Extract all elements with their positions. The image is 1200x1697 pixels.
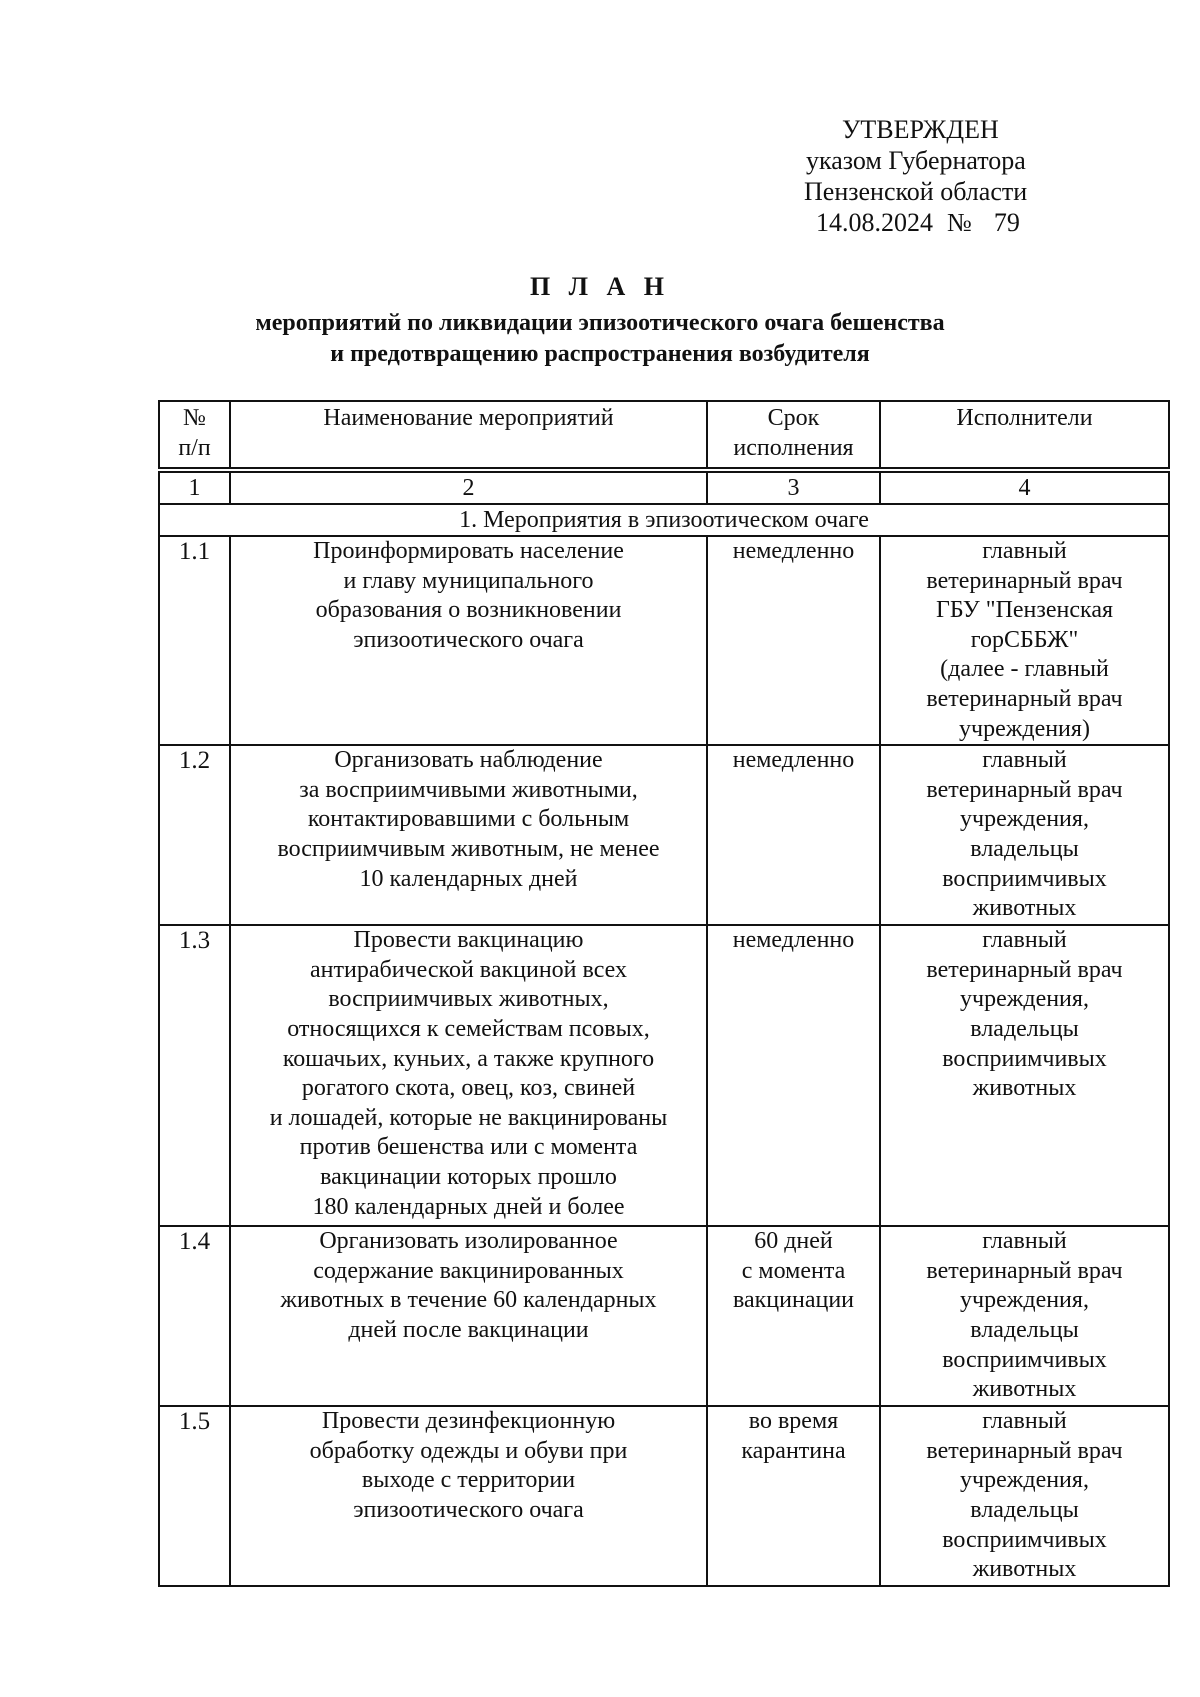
row-activity-line: эпизоотического очага (353, 1496, 584, 1523)
row-deadline (707, 745, 880, 925)
row-executors-line: владельцы (970, 1316, 1079, 1343)
row-executors-line: владельцы (970, 835, 1079, 862)
row-executors-line: учреждения, (960, 1287, 1089, 1314)
header-num (159, 401, 230, 468)
header-name: Наименование мероприятий (230, 401, 707, 468)
row-activity-line: и лошадей, которые не вакцинированы (269, 1104, 668, 1131)
row-number: 1.2 (159, 745, 230, 925)
column-number-1: 1 (159, 472, 230, 504)
row-activity (230, 925, 707, 1226)
row-activity-line: против бешенства или с момента (299, 1134, 638, 1161)
table-row (159, 745, 1169, 925)
row-activity-line: Провести вакцинацию (353, 927, 584, 954)
row-deadline (707, 1226, 880, 1406)
row-activity-line: восприимчивым животным, не менее (277, 835, 660, 862)
row-executors-line: главный (982, 747, 1067, 774)
row-deadline (707, 1406, 880, 1586)
row-activity-line: животных в течение 60 календарных (280, 1287, 657, 1314)
approval-region: Пензенской области (804, 177, 1028, 206)
row-deadline-line: немедленно (732, 538, 855, 564)
table-header-row (159, 401, 1169, 468)
row-deadline-line: с момента (741, 1257, 846, 1284)
row-activity-line: относящихся к семействам псовых, (287, 1015, 650, 1042)
row-activity-line: кошачьих, куньих, а также крупного (282, 1045, 655, 1072)
row-deadline-line: вакцинации (732, 1287, 855, 1314)
column-number-4: 4 (880, 472, 1169, 504)
row-activity-line: 180 календарных дней и более (312, 1193, 625, 1220)
header-num-line-1: № (183, 405, 206, 431)
row-activity-line: контактировавшими с больным (307, 806, 630, 833)
row-activity-line: образования о возникновении (315, 597, 622, 624)
header-term-line-2: исполнения (733, 434, 854, 461)
row-activity-line: Провести дезинфекционную (321, 1408, 616, 1435)
row-deadline (707, 536, 880, 745)
row-executors-line: главный (982, 1228, 1067, 1255)
row-number: 1.3 (159, 925, 230, 1226)
row-executors-line: главный (982, 538, 1067, 564)
row-executors-line: ветеринарный врач (926, 685, 1123, 712)
header-exec: Исполнители (880, 401, 1169, 468)
row-number: 1.4 (159, 1226, 230, 1406)
approval-number: 79 (993, 208, 1020, 237)
column-number-2: 2 (230, 472, 707, 504)
row-executors-line: ветеринарный врач (926, 1257, 1123, 1284)
row-executors-line: животных (972, 1556, 1077, 1583)
approval-title: УТВЕРЖДЕН (842, 115, 999, 144)
row-executors-line: ветеринарный врач (926, 776, 1123, 803)
table-row (159, 1226, 1169, 1406)
row-activity-line: вакцинации которых прошло (320, 1163, 617, 1190)
approval-date-number (770, 207, 1070, 238)
approval-authority: указом Губернатора (806, 146, 1026, 175)
column-numbers-row (159, 472, 1169, 504)
row-executors (880, 536, 1169, 745)
row-executors-line: животных (972, 1376, 1077, 1403)
row-executors-line: ветеринарный врач (926, 567, 1123, 594)
row-deadline-line: карантина (741, 1437, 846, 1464)
row-activity (230, 1226, 707, 1406)
row-executors (880, 1226, 1169, 1406)
row-executors-line: учреждения, (960, 806, 1089, 833)
row-executors-line: ГБУ "Пензенская (935, 597, 1114, 624)
row-executors-line: владельцы (970, 1496, 1079, 1523)
table-row (159, 1406, 1169, 1586)
row-executors-line: животных (972, 1075, 1077, 1102)
table-row (159, 536, 1169, 745)
row-executors-line: ветеринарный врач (926, 956, 1123, 983)
row-executors-line: восприимчивых (942, 1526, 1107, 1553)
row-activity-line: и главу муниципального (343, 567, 594, 594)
row-activity (230, 1406, 707, 1586)
row-executors-line: восприимчивых (942, 1045, 1107, 1072)
row-activity-line: антирабической вакциной всех (310, 956, 627, 983)
row-executors-line: главный (982, 927, 1067, 954)
row-executors-line: восприимчивых (942, 865, 1107, 892)
table-row (159, 925, 1169, 1226)
approval-number-sign: № (947, 208, 972, 237)
row-executors (880, 1406, 1169, 1586)
row-executors-line: животных (972, 895, 1077, 922)
row-activity-line: эпизоотического очага (353, 626, 584, 653)
document-subtitle-line-2: и предотвращению распространения возбудителя (330, 341, 870, 367)
row-activity-line: Проинформировать население (313, 538, 624, 564)
row-deadline (707, 925, 880, 1226)
row-activity-line: за восприимчивыми животными, (299, 776, 638, 803)
row-activity-line: выходе с территории (361, 1467, 576, 1494)
row-executors-line: учреждения, (960, 1467, 1089, 1494)
row-activity-line: содержание вакцинированных (313, 1257, 624, 1284)
row-deadline-line: 60 дней (754, 1228, 833, 1255)
row-activity (230, 536, 707, 745)
row-activity-line: обработку одежды и обуви при (309, 1437, 628, 1464)
section-row (159, 504, 1169, 536)
row-executors (880, 745, 1169, 925)
row-executors (880, 925, 1169, 1226)
row-activity-line: 10 календарных дней (359, 865, 578, 892)
row-activity-line: дней после вакцинации (348, 1316, 589, 1343)
row-executors-line: учреждения, (960, 986, 1089, 1013)
row-activity-line: Организовать наблюдение (334, 747, 603, 774)
document-title: П Л А Н (529, 272, 671, 301)
row-executors-line: ветеринарный врач (926, 1437, 1123, 1464)
row-deadline-line: во время (748, 1408, 839, 1435)
row-number: 1.1 (159, 536, 230, 745)
row-executors-line: главный (982, 1408, 1067, 1435)
section-title: 1. Мероприятия в эпизоотическом очаге (159, 504, 1169, 536)
plan-table (158, 400, 1170, 1587)
approval-date: 14.08.2024 (816, 208, 933, 237)
row-executors-line: восприимчивых (942, 1346, 1107, 1373)
header-num-line-2: п/п (178, 434, 211, 461)
row-executors-line: (далее - главный (940, 656, 1109, 683)
row-activity-line: восприимчивых животных, (328, 986, 609, 1013)
row-number: 1.5 (159, 1406, 230, 1586)
row-executors-line: владельцы (970, 1015, 1079, 1042)
column-number-3: 3 (707, 472, 880, 504)
approval-stamp (770, 114, 1070, 238)
header-term-line-1: Срок (767, 405, 820, 431)
row-activity (230, 745, 707, 925)
row-deadline-line: немедленно (732, 747, 855, 774)
header-term (707, 401, 880, 468)
document-subtitle-line-1: мероприятий по ликвидации эпизоотического очага бешенства (255, 310, 945, 336)
row-executors-line: горСББЖ" (970, 626, 1079, 653)
row-executors-line: учреждения) (959, 715, 1090, 742)
row-activity-line: Организовать изолированное (319, 1228, 618, 1255)
row-activity-line: рогатого скота, овец, коз, свиней (301, 1075, 636, 1102)
row-deadline-line: немедленно (732, 927, 855, 954)
